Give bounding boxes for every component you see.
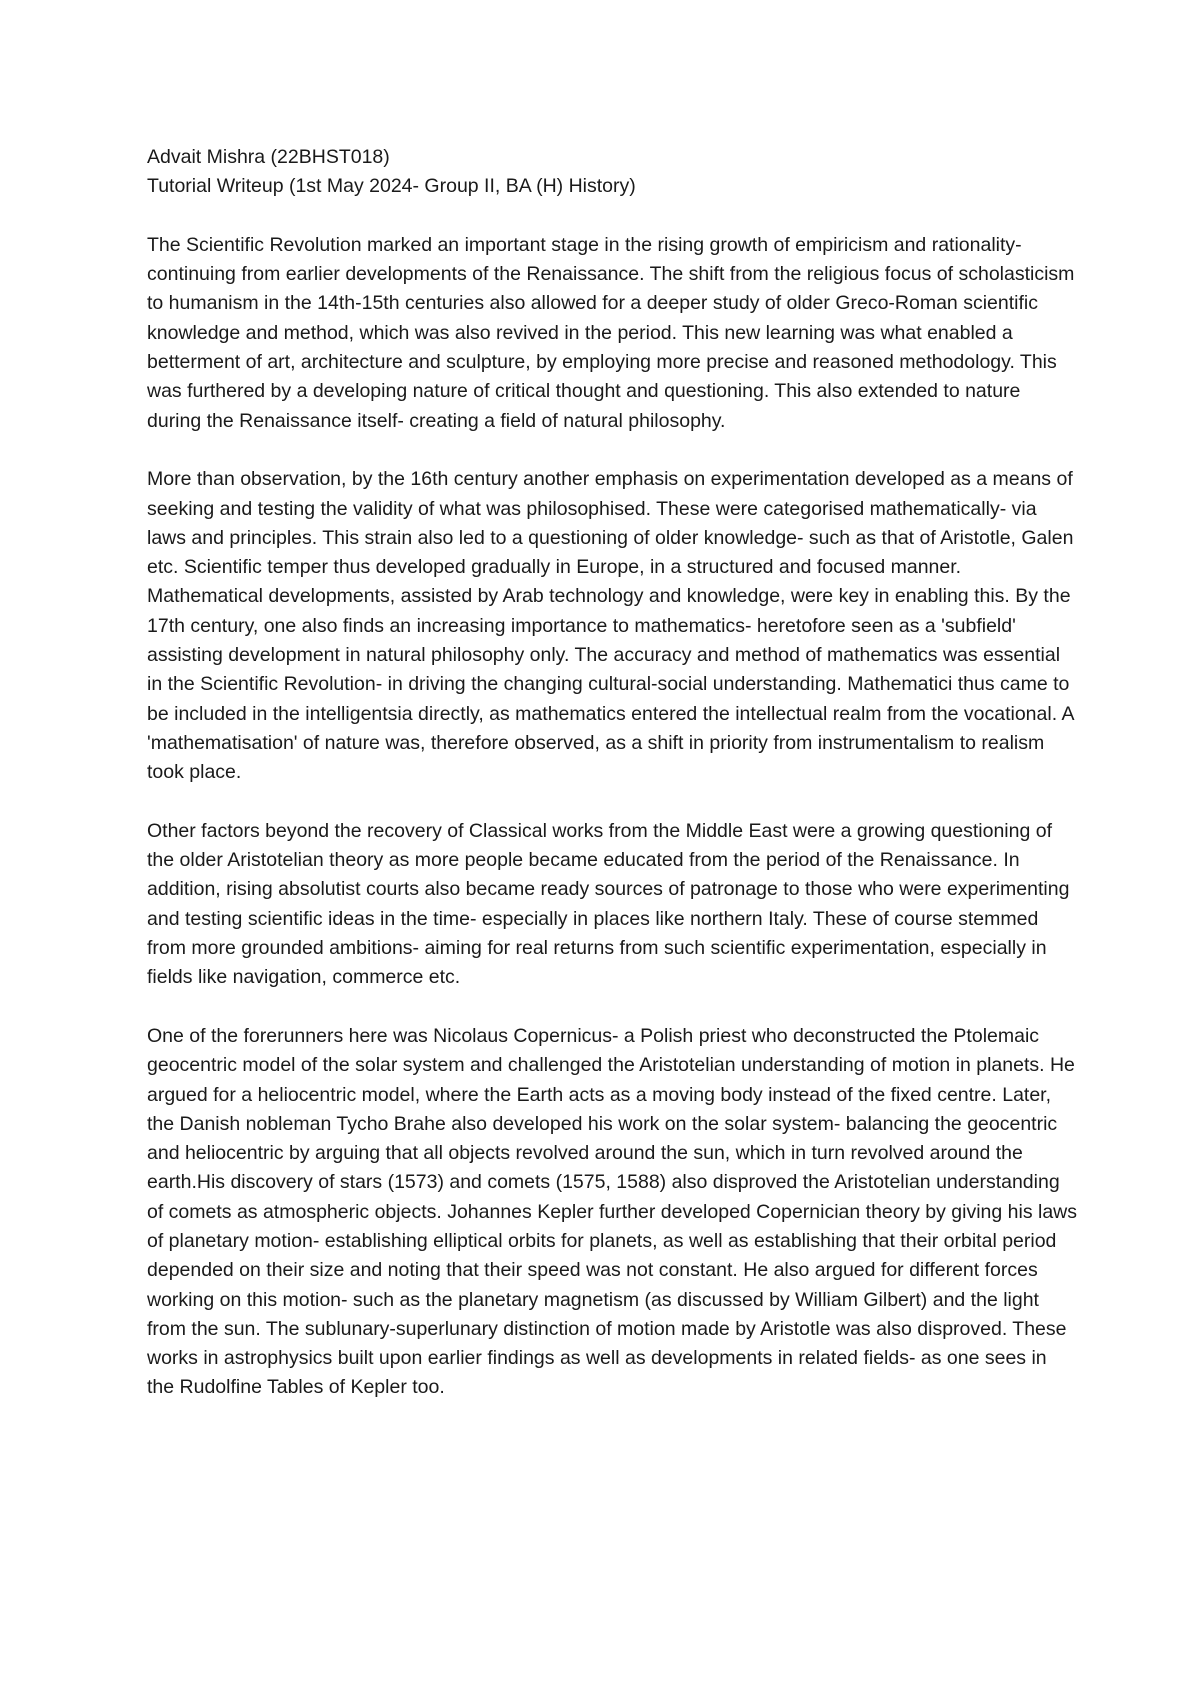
paragraph-4: One of the forerunners here was Nicolaus Copernicus- a Polish priest who deconstructed the Ptolemaic geocentric model of the solar system and challenged the Aristotelian understanding of motion in planets. He argued for a heliocentric model, where the Earth acts as a moving body instead of the fixed centre. Later, the Danish nobleman Tycho Brahe also developed his work on the solar system- balancing the geocentric and heliocentric by arguing that all objects revolved around the sun, which in turn revolved around the earth.His discovery of stars (1573) and comets (1575, 1588) also disproved the Aristotelian understanding of comets as atmospheric objects. Johannes Kepler further developed Copernician theory by giving his laws of planetary motion- establishing elliptical orbits for planets, as well as establishing that their orbital period depended on their size and noting that their speed was not constant. He also argued for different forces working on this motion- such as the planetary magnetism (as discussed by William Gilbert) and the light from the sun. The sublunary-superlunary distinction of motion made by Aristotle was also disproved. These works in astrophysics built upon earlier findings as well as developments in related fields- as one sees in the Rudolfine Tables of Kepler too. (147, 1024, 1078, 1399)
document-body (147, 143, 1077, 1403)
paragraph-3: Other factors beyond the recovery of Classical works from the Middle East were a growing questioning of the older Aristotelian theory as more people became educated from the period of the Renaissance. In addition, rising absolutist courts also became ready sources of patronage to those who were experimenting and testing scientific ideas in the time- especially in places like northern Italy. These of course stemmed from more grounded ambitions- aiming for real returns from such scientific experimentation, especially in fields like navigation, commerce etc. (147, 819, 1070, 989)
paragraph-2: More than observation, by the 16th century another emphasis on experimentation developed as a means of seeking and testing the validity of what was philosophised. These were categorised mathematically- via laws and principles. This strain also led to a questioning of older knowledge- such as that of Aristotle, Galen etc. Scientific temper thus developed gradually in Europe, in a structured and focused manner. Mathematical developments, assisted by Arab technology and knowledge, were key in enabling this. By the 17th century, one also finds an increasing importance to mathematics- heretofore seen as a 'subfield' assisting development in natural philosophy only. The accuracy and method of mathematics was essential in the Scientific Revolution- in driving the changing cultural-social understanding. Mathematici thus came to be included in the intelligentsia directly, as mathematics entered the intellectual realm from the vocational. A 'mathematisation' of nature was, therefore observed, as a shift in priority from instrumentalism to realism took place. (147, 468, 1074, 784)
author-line: Advait Mishra (22BHST018) (147, 146, 390, 168)
paragraph-1: The Scientific Revolution marked an important stage in the rising growth of empiricism and rationality- continuing from earlier developments of the Renaissance. The shift from the religious focus of scholasticism to humanism in the 14th-15th centuries also allowed for a deeper study of older Greco-Roman scientific knowledge and method, which was also revived in the period. This new learning was what enabled a betterment of art, architecture and sculpture, by employing more precise and reasoned methodology. This was furthered by a developing nature of critical thought and questioning. This also extended to nature during the Renaissance itself- creating a field of natural philosophy. (147, 233, 1075, 432)
subtitle-line: Tutorial Writeup (1st May 2024- Group II, BA (H) History) (147, 175, 636, 198)
